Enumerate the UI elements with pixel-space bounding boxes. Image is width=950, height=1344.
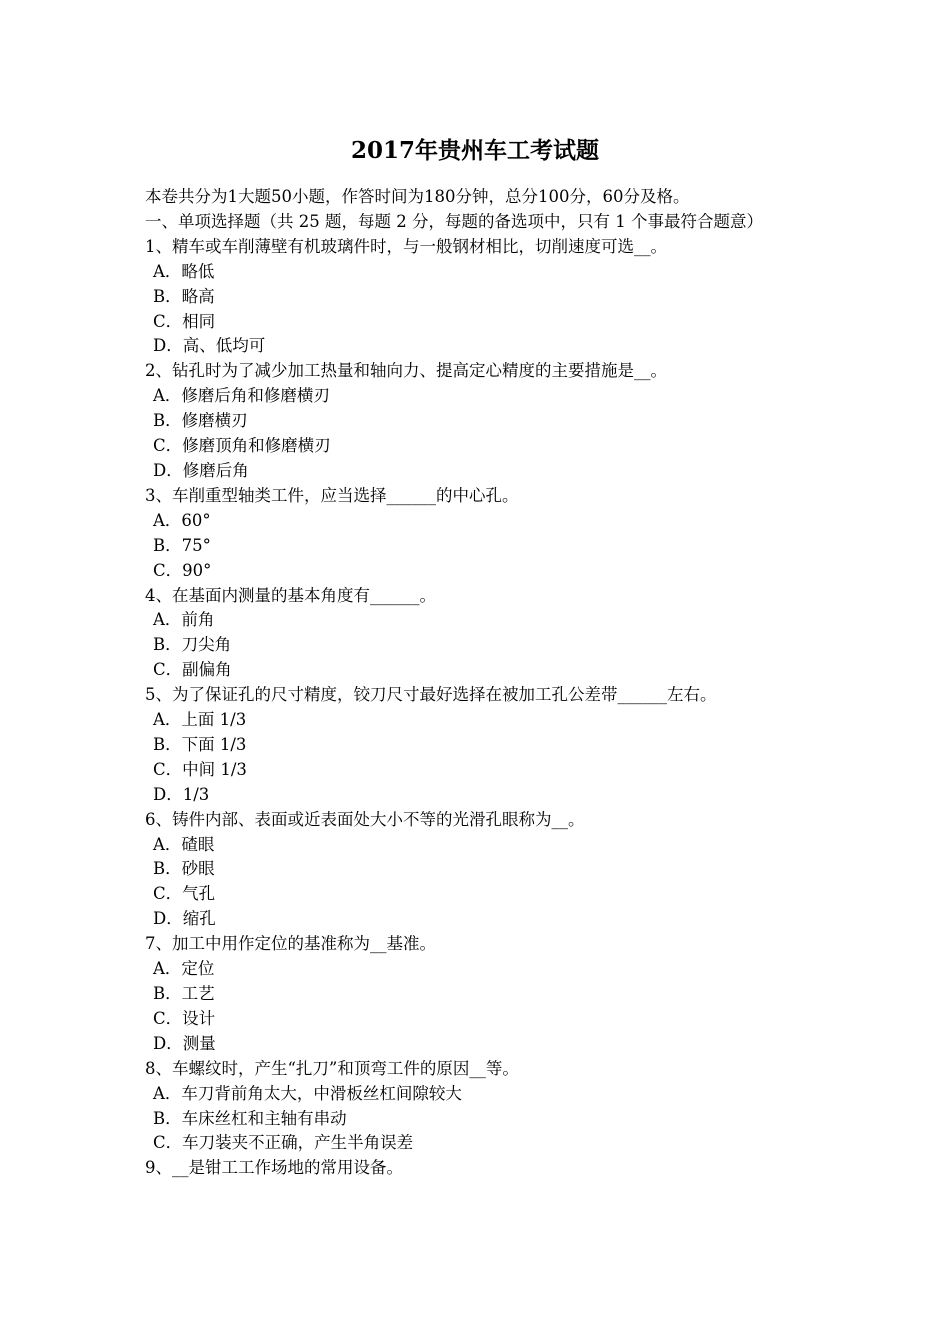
question-stem: 4、在基面内测量的基本角度有______。 bbox=[145, 585, 436, 605]
option-b: B．刀尖角 bbox=[153, 635, 232, 655]
option-a: A．60° bbox=[153, 510, 211, 530]
question-6 bbox=[145, 808, 810, 933]
option-d: D．缩孔 bbox=[153, 909, 216, 929]
option-a: A．碴眼 bbox=[153, 834, 215, 854]
question-3 bbox=[145, 484, 810, 584]
option-c: C．气孔 bbox=[153, 884, 216, 904]
option-d: D．测量 bbox=[153, 1033, 216, 1053]
document-body bbox=[145, 185, 810, 1181]
option-b: B．车床丝杠和主轴有串动 bbox=[153, 1108, 347, 1128]
exam-intro: 本卷共分为1大题50小题，作答时间为180分钟，总分100分，60分及格。 bbox=[145, 187, 690, 206]
question-5 bbox=[145, 683, 810, 808]
question-9 bbox=[145, 1156, 810, 1181]
question-stem: 2、钻孔时为了减少加工热量和轴向力、提高定心精度的主要措施是__。 bbox=[145, 361, 667, 381]
document-title: 2017年贵州车工考试题 bbox=[350, 137, 599, 164]
option-c: C．副偏角 bbox=[153, 660, 232, 680]
option-a: A．定位 bbox=[153, 959, 215, 979]
option-b: B．工艺 bbox=[153, 984, 215, 1003]
question-4 bbox=[145, 584, 810, 684]
option-c: C．90° bbox=[153, 560, 212, 580]
option-c: C．修磨顶角和修磨横刃 bbox=[153, 436, 331, 456]
question-stem: 8、车螺纹时，产生“扎刀”和顶弯工件的原因__等。 bbox=[145, 1058, 519, 1078]
option-b: B．修磨横刃 bbox=[153, 411, 248, 431]
option-a: A．前角 bbox=[153, 610, 215, 630]
option-a: A．略低 bbox=[153, 261, 215, 281]
question-7 bbox=[145, 932, 810, 1057]
option-a: A．车刀背前角太大，中滑板丝杠间隙较大 bbox=[153, 1083, 462, 1103]
question-stem: 7、加工中用作定位的基准称为__基准。 bbox=[145, 934, 436, 954]
option-c: C．设计 bbox=[153, 1008, 216, 1028]
option-b: B．砂眼 bbox=[153, 859, 215, 879]
question-stem: 3、车削重型轴类工件，应当选择______的中心孔。 bbox=[145, 485, 519, 505]
question-2 bbox=[145, 359, 810, 484]
option-d: D．修磨后角 bbox=[153, 460, 249, 480]
option-b: B．略高 bbox=[153, 286, 215, 306]
question-stem: 5、为了保证孔的尺寸精度，铰刀尺寸最好选择在被加工孔公差带______左右。 bbox=[145, 685, 717, 705]
option-d: D．高、低均可 bbox=[153, 336, 266, 356]
option-c: C．中间 1/3 bbox=[153, 759, 247, 779]
question-8 bbox=[145, 1057, 810, 1157]
option-a: A．修磨后角和修磨横刃 bbox=[153, 386, 330, 406]
option-b: B．下面 1/3 bbox=[153, 734, 247, 754]
question-stem: 9、__是钳工工作场地的常用设备。 bbox=[145, 1158, 403, 1178]
option-c: C．车刀装夹不正确，产生半角误差 bbox=[153, 1133, 414, 1153]
section-heading: 一、单项选择题（共 25 题，每题 2 分，每题的备选项中，只有 1 个事最符合题意） bbox=[145, 211, 763, 231]
option-a: A．上面 1/3 bbox=[153, 710, 247, 730]
question-stem: 6、铸件内部、表面或近表面处大小不等的光滑孔眼称为__。 bbox=[145, 809, 585, 829]
option-d: D．1/3 bbox=[153, 784, 210, 804]
option-b: B．75° bbox=[153, 535, 211, 555]
question-1 bbox=[145, 235, 810, 360]
question-stem: 1、精车或车削薄壁有机玻璃件时，与一般钢材相比，切削速度可选__。 bbox=[145, 236, 667, 256]
option-c: C．相同 bbox=[153, 311, 216, 331]
